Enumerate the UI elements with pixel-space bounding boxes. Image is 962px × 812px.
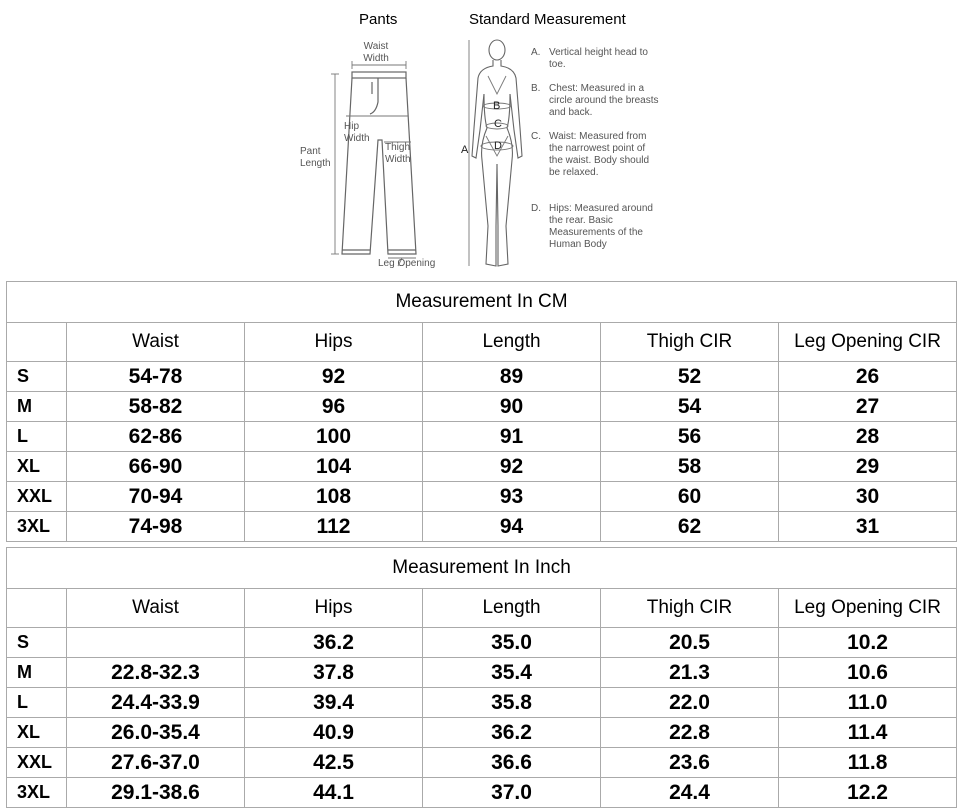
table-cell (67, 628, 245, 658)
table-cell: 35.8 (423, 688, 601, 718)
table-row (7, 512, 957, 542)
column-header: Waist (67, 323, 245, 362)
table-cell: 30 (779, 482, 957, 512)
table-cell: 11.0 (779, 688, 957, 718)
table-row (7, 482, 957, 512)
table-cell: 100 (245, 422, 423, 452)
table-cell: 92 (423, 452, 601, 482)
pant-length-label: Pant Length (300, 146, 331, 169)
standard-measurement-heading: Standard Measurement (469, 11, 626, 28)
table-cell: 90 (423, 392, 601, 422)
table-cell: 62-86 (67, 422, 245, 452)
table-cell: 96 (245, 392, 423, 422)
table-cell: 74-98 (67, 512, 245, 542)
table-cell: 10.2 (779, 628, 957, 658)
measurement-diagram (0, 0, 962, 278)
size-cell: XL (7, 718, 67, 748)
body-letter-b: B (493, 100, 501, 112)
table-cell: 56 (601, 422, 779, 452)
table-cell: 21.3 (601, 658, 779, 688)
table-cell: 29.1-38.6 (67, 778, 245, 808)
table-cell: 36.2 (423, 718, 601, 748)
table-cell: 66-90 (67, 452, 245, 482)
table-cell: 27.6-37.0 (67, 748, 245, 778)
table-cell: 20.5 (601, 628, 779, 658)
table-cell: 52 (601, 362, 779, 392)
table-cell: 40.9 (245, 718, 423, 748)
note-d: D. Hips: Measured around the rear. Basic Measurements of the Human Body (531, 203, 653, 250)
column-header: Leg Opening CIR (779, 589, 957, 628)
size-cell: XXL (7, 482, 67, 512)
size-cell: S (7, 362, 67, 392)
table-cell: 26.0-35.4 (67, 718, 245, 748)
table-cell: 10.6 (779, 658, 957, 688)
table-cell: 22.0 (601, 688, 779, 718)
table-row (7, 748, 957, 778)
size-cell: L (7, 688, 67, 718)
table-cell: 54 (601, 392, 779, 422)
table-cell: 37.0 (423, 778, 601, 808)
table-title: Measurement In CM (7, 282, 957, 323)
table-row (7, 362, 957, 392)
table-cell: 28 (779, 422, 957, 452)
table-cell: 104 (245, 452, 423, 482)
table-cell: 37.8 (245, 658, 423, 688)
thigh-width-label: Thigh Width (385, 142, 411, 165)
table-cell: 94 (423, 512, 601, 542)
table-cell: 92 (245, 362, 423, 392)
table-cell: 93 (423, 482, 601, 512)
body-letter-c: C (494, 118, 502, 130)
note-c: C. Waist: Measured from the narrowest point of the waist. Body should be relaxed. (531, 131, 650, 178)
column-header: Length (423, 323, 601, 362)
size-cell: M (7, 392, 67, 422)
table-cell: 23.6 (601, 748, 779, 778)
table-header-row (7, 589, 957, 628)
column-header (7, 589, 67, 628)
table-cell: 112 (245, 512, 423, 542)
column-header: Hips (245, 589, 423, 628)
table-cell: 35.0 (423, 628, 601, 658)
waist-width-label: Waist Width (363, 41, 389, 64)
leg-opening-label: Leg Opening (378, 258, 436, 269)
table-cell: 39.4 (245, 688, 423, 718)
table-cell: 44.1 (245, 778, 423, 808)
table-row (7, 718, 957, 748)
table-cell: 22.8 (601, 718, 779, 748)
table-row (7, 658, 957, 688)
size-cell: L (7, 422, 67, 452)
table-cell: 62 (601, 512, 779, 542)
size-cell: S (7, 628, 67, 658)
size-cell: XXL (7, 748, 67, 778)
table-cell: 60 (601, 482, 779, 512)
table-title: Measurement In Inch (7, 548, 957, 589)
body-figure-illustration (468, 36, 528, 274)
table-cell: 11.4 (779, 718, 957, 748)
table-cell: 89 (423, 362, 601, 392)
table-cell: 58 (601, 452, 779, 482)
table-cell: 108 (245, 482, 423, 512)
table-row (7, 422, 957, 452)
table-header-row (7, 323, 957, 362)
body-letter-a: A (461, 144, 469, 156)
table-cell: 22.8-32.3 (67, 658, 245, 688)
table-cell: 12.2 (779, 778, 957, 808)
column-header (7, 323, 67, 362)
table-row (7, 688, 957, 718)
table-cell: 35.4 (423, 658, 601, 688)
table-cell: 91 (423, 422, 601, 452)
note-b: B. Chest: Measured in a circle around the breasts and back. (531, 83, 659, 118)
table-row (7, 392, 957, 422)
size-cell: 3XL (7, 778, 67, 808)
table-cell: 54-78 (67, 362, 245, 392)
table-cell: 36.2 (245, 628, 423, 658)
table-cell: 29 (779, 452, 957, 482)
table-row (7, 628, 957, 658)
table-cell: 11.8 (779, 748, 957, 778)
table-cell: 58-82 (67, 392, 245, 422)
cm-measurement-table (6, 281, 957, 542)
table-cell: 26 (779, 362, 957, 392)
pants-heading: Pants (359, 11, 398, 28)
table-cell: 27 (779, 392, 957, 422)
body-letter-d: D (494, 140, 502, 152)
table-cell: 70-94 (67, 482, 245, 512)
table-cell: 42.5 (245, 748, 423, 778)
size-cell: M (7, 658, 67, 688)
hip-width-label: Hip Width (344, 121, 370, 144)
table-row (7, 452, 957, 482)
column-header: Hips (245, 323, 423, 362)
table-cell: 36.6 (423, 748, 601, 778)
column-header: Thigh CIR (601, 323, 779, 362)
table-cell: 24.4-33.9 (67, 688, 245, 718)
inch-measurement-table (6, 547, 957, 808)
column-header: Leg Opening CIR (779, 323, 957, 362)
size-cell: 3XL (7, 512, 67, 542)
note-a: A. Vertical height head to toe. (531, 47, 648, 70)
column-header: Thigh CIR (601, 589, 779, 628)
column-header: Waist (67, 589, 245, 628)
table-row (7, 778, 957, 808)
table-cell: 24.4 (601, 778, 779, 808)
size-cell: XL (7, 452, 67, 482)
table-cell: 31 (779, 512, 957, 542)
column-header: Length (423, 589, 601, 628)
